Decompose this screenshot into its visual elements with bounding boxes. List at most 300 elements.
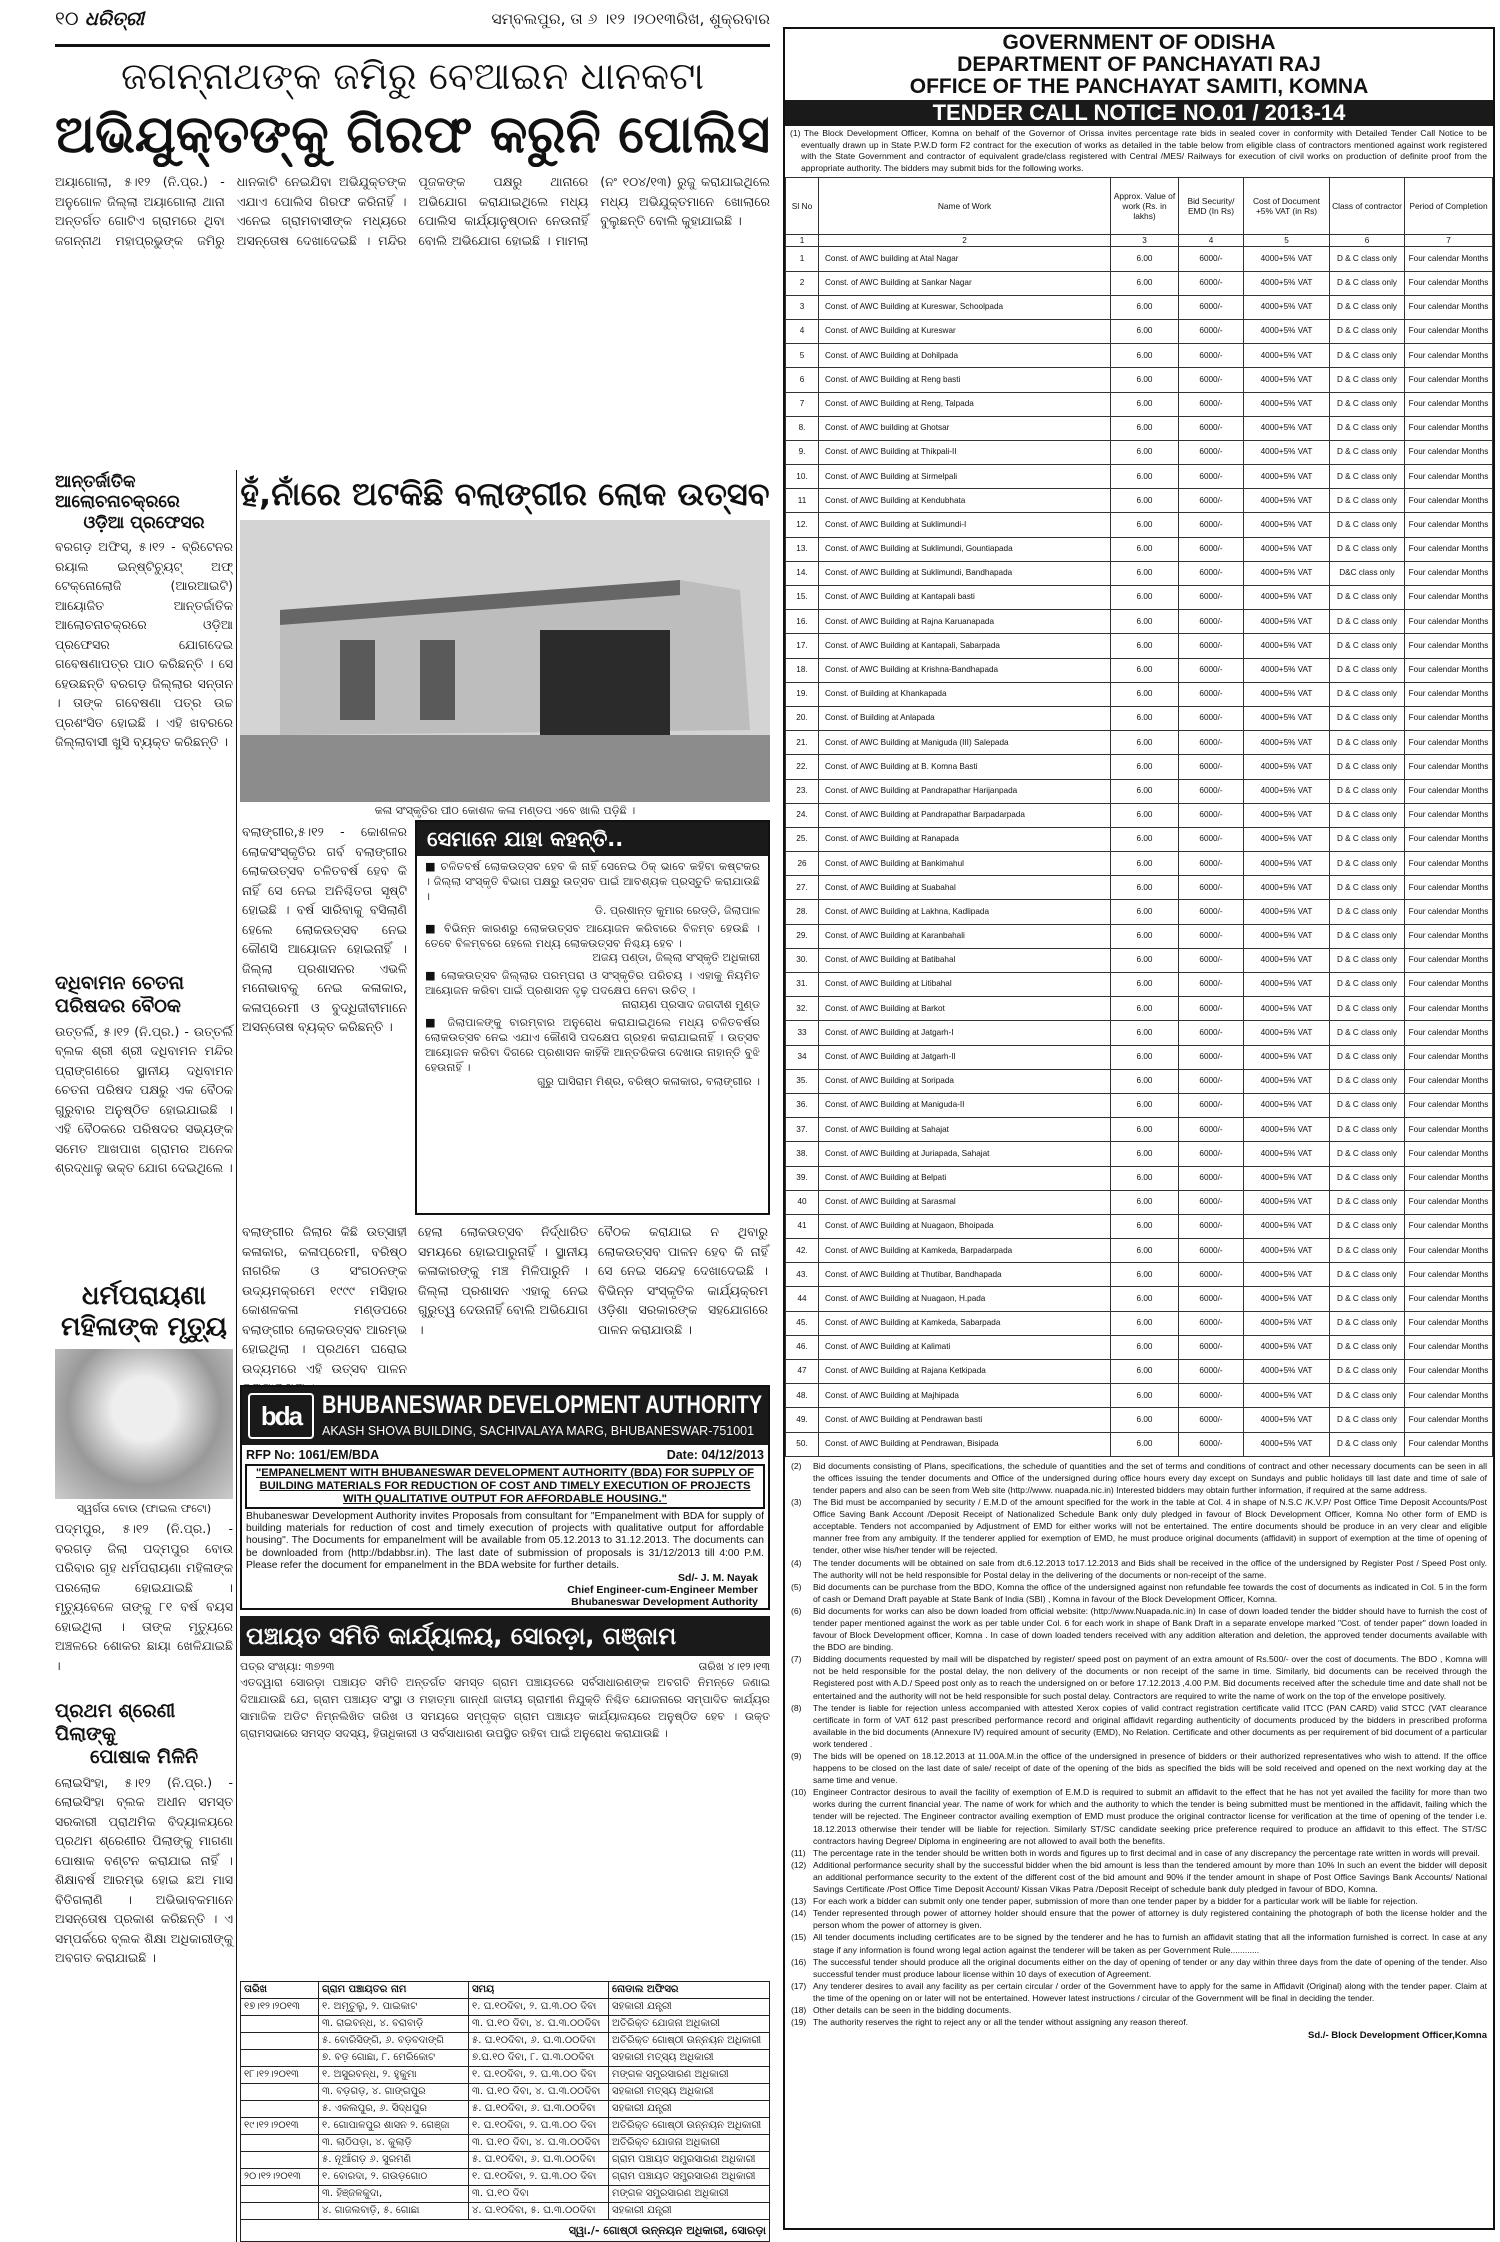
bid-security: 6000/- <box>1179 948 1244 972</box>
condition-number: (6) <box>791 1605 802 1616</box>
approx-value: 6.00 <box>1111 368 1179 392</box>
contractor-class: D & C class only <box>1330 1335 1405 1359</box>
sl-no: 41 <box>786 1214 819 1238</box>
tender-govt: GOVERNMENT OF ODISHA <box>1002 31 1276 54</box>
festival-photo <box>240 520 770 802</box>
condition-number: (5) <box>791 1581 802 1592</box>
bid-security: 6000/- <box>1179 1021 1244 1045</box>
table-header-cell: ସମୟ <box>469 1982 609 1999</box>
approx-value: 6.00 <box>1111 416 1179 440</box>
table-row <box>241 2067 770 2084</box>
quote-text: ■ ଚଳିତବର୍ଷ ଲୋକଉତ୍ସବ ହେବ କି ନାହିଁ ସେନେଇ ଠିକ୍ ଭାବେ କହିବା କଷ୍ଟକର । ଜିଲ୍ଲା ସଂସ୍କୃତି ବିଭାଗ ପକ୍ଷରୁ ଉତ୍ସବ ପାଇଁ ଆବଶ୍ୟକ ପ୍ରସ୍ତୁତି କରାଯାଉଛି । <box>425 860 760 903</box>
cell-officer: ଅତିରିକ୍ତ ଯୋଜନା ଅଧିକାରୀ <box>609 2135 770 2152</box>
cell-time: ୧. ଘ.୧୦ଦିବା, ୨. ଘ.୩.୦୦ ଦିବା <box>469 2118 609 2135</box>
document-cost: 4000+5% VAT <box>1244 1408 1330 1432</box>
signatory-title: Chief Engineer-cum-Engineer Member <box>567 1584 758 1597</box>
document-cost: 4000+5% VAT <box>1244 1093 1330 1117</box>
masthead-rule <box>55 44 770 47</box>
document-cost: 4000+5% VAT <box>1244 1311 1330 1335</box>
bid-security: 6000/- <box>1179 876 1244 900</box>
approx-value: 6.00 <box>1111 247 1179 271</box>
festival-body: ବଲାଙ୍ଗୀର ଜିଲାର କିଛି ଉତ୍ସାହୀ କଳାକାର, କଳାପ୍ରେମୀ, ବରିଷ୍ଠ ନାଗରିକ ଓ ସଂଗଠନଙ୍କ ଉଦ୍ୟମକ୍ରମେ ୧୯୯୯ ମସିହାର କୋଶଳକଳା ମଣ୍ଡପରେ ବଲାଙ୍ଗୀର ଲୋକଉତ୍ସବ ଆରମ୍ଭ ହୋଇଥିଲା । ପ୍ରଥମେ ଘରୋଇ ଉଦ୍ୟମରେ ଏହି ଉତ୍ସବ ପାଳନ <box>242 1224 407 1376</box>
cell-date <box>241 2186 319 2203</box>
approx-value: 6.00 <box>1111 973 1179 997</box>
work-name: Const. of AWC Building at Suabahal <box>819 876 1111 900</box>
left-column <box>55 472 233 2242</box>
condition-number: (17) <box>791 1980 807 1991</box>
condition-text: Other details can be seen in the bidding documents. <box>813 2004 1012 2015</box>
sl-no: 27. <box>786 876 819 900</box>
sl-no: 15. <box>786 586 819 610</box>
cell-gp: ୧. ଗୋପାଳପୁର ଶାସନ ୨. ଗେଞ୍ଜା <box>319 2118 469 2135</box>
bid-security: 6000/- <box>1179 1384 1244 1408</box>
approx-value: 6.00 <box>1111 1335 1179 1359</box>
document-cost: 4000+5% VAT <box>1244 537 1330 561</box>
cell-officer: ସହକାରୀ ମତ୍ସ୍ୟ ଅଧିକାରୀ <box>609 2050 770 2067</box>
cell-date <box>241 2203 319 2220</box>
contractor-class: D & C class only <box>1330 997 1405 1021</box>
table-row <box>241 2203 770 2220</box>
cell-date: ୧୮।୧୨।୨୦୧୩ <box>241 2067 319 2084</box>
rfp-title: "EMPANELMENT WITH BHUBANESWAR DEVELOPMENT AUTHORITY (BDA) FOR SUPPLY OF BUILDING MATERIALS FOR REDUCTION OF COST AND TIMELY EXECUTION OF PROJECTS WITH QUALITATIVE OUTPUT FOR AFFORDABLE HOUSING." <box>245 1464 765 1509</box>
table-row <box>786 416 1493 440</box>
bid-security: 6000/- <box>1179 755 1244 779</box>
work-name: Const. of AWC Building at Maniguda (III) Salepada <box>819 731 1111 755</box>
document-cost: 4000+5% VAT <box>1244 731 1330 755</box>
article-heading: ଆନ୍ତର୍ଜାତିକ ଆଲୋଚନାଚକ୍ରରେ <box>55 472 180 513</box>
sl-no: 1 <box>786 247 819 271</box>
document-cost: 4000+5% VAT <box>1244 997 1330 1021</box>
document-cost: 4000+5% VAT <box>1244 1432 1330 1456</box>
column-number: 2 <box>819 235 1111 247</box>
bid-security: 6000/- <box>1179 973 1244 997</box>
condition-item <box>791 1895 1487 1907</box>
dateline: ସମ୍ବଲପୁର, ତା ୬ ।୧୨ ।୨୦୧୩ରିଖ, ଶୁକ୍ରବାର <box>491 10 770 28</box>
contractor-class: D & C class only <box>1330 779 1405 803</box>
condition-number: (3) <box>791 1497 802 1508</box>
article-heading: ଦଧିବାମନ ଚେତନା ପରିଷଦର ବୈଠକ <box>55 972 184 1017</box>
completion-period: Four calendar Months <box>1405 900 1493 924</box>
bda-name: BHUBANESWAR DEVELOPMENT AUTHORITY <box>322 1391 763 1419</box>
newspaper-name: ଧରିତ୍ରୀ <box>84 8 145 30</box>
column-header: Cost of Document +5% VAT (in Rs) <box>1244 178 1330 235</box>
table-row <box>786 973 1493 997</box>
document-cost: 4000+5% VAT <box>1244 368 1330 392</box>
approx-value: 6.00 <box>1111 634 1179 658</box>
bid-security: 6000/- <box>1179 610 1244 634</box>
cell-officer: ସହକାରୀ ମତ୍ସ୍ୟ ଅଧିକାରୀ <box>609 2084 770 2101</box>
contractor-class: D & C class only <box>1330 1360 1405 1384</box>
work-name: Const. of AWC Building at Kalimati <box>819 1335 1111 1359</box>
approx-value: 6.00 <box>1111 489 1179 513</box>
article-body: ପଦ୍ମପୁର, ୫।୧୨ (ନି.ପ୍ର.) - ବରଗଡ଼ ଜିଲା ପଦ୍ମପୁର ବୋଉ ପରିବାର ଗୃହ ଧର୍ମପରାୟଣା ମହିଳାଙ୍କ ପରଲୋକ ହୋଇଯାଇଛି । ମୃତ୍ୟୁବେଳେ ତାଙ୍କୁ ୮୧ ବର୍ଷ ବୟସ ହୋଇଥିଲା । ତାଙ୍କ ମୃତ୍ୟୁରେ ଅଞ୍ଚଳରେ ଶୋକର ଛାୟା ଖେଳିଯାଇଛି । <box>55 1521 233 1673</box>
cell-officer: ଗ୍ରାମ ପଞ୍ଚାୟତ ସମ୍ପ୍ରସାରଣ ଅଧିକାରୀ <box>609 2169 770 2186</box>
condition-item <box>791 1557 1487 1581</box>
document-cost: 4000+5% VAT <box>1244 755 1330 779</box>
festival-body: ବୈଠକ କରାଯାଇ ନ ଥିବାରୁ ଲୋକଉତ୍ସବ ପାଳନ ହେବ କି ନାହିଁ ସେ ନେଇ ସନ୍ଦେହ ଦେଖାଦେଇଛି । ବିଭିନ୍ନ ସଂସ୍କୃତିକ କାର୍ଯ୍ୟକ୍ରମ ଓଡ଼ିଶା ସରକାରଙ୍କ ସହଯୋଗରେ ପାଳନ କରାଯାଉଛି । <box>598 1224 768 1337</box>
completion-period: Four calendar Months <box>1405 1021 1493 1045</box>
completion-period: Four calendar Months <box>1405 682 1493 706</box>
work-name: Const. of AWC Building at Kamkeda, Barpadarpada <box>819 1239 1111 1263</box>
approx-value: 6.00 <box>1111 1190 1179 1214</box>
work-name: Const. of AWC Building at Lakhna, Kadlipada <box>819 900 1111 924</box>
table-row <box>786 440 1493 464</box>
approx-value: 6.00 <box>1111 1214 1179 1238</box>
work-name: Const. of AWC Building at Dohilpada <box>819 344 1111 368</box>
cell-gp: ୧. ବୋରଦା, ୨. ଗଉଡ଼ଗୋଠ <box>319 2169 469 2186</box>
approx-value: 6.00 <box>1111 537 1179 561</box>
completion-period: Four calendar Months <box>1405 1408 1493 1432</box>
document-cost: 4000+5% VAT <box>1244 852 1330 876</box>
contractor-class: D & C class only <box>1330 344 1405 368</box>
table-row <box>241 2050 770 2067</box>
document-cost: 4000+5% VAT <box>1244 948 1330 972</box>
contractor-class: D & C class only <box>1330 876 1405 900</box>
festival-body: ବଲାଙ୍ଗୀର,୫।୧୨ - କୋଶଳର ଲୋକସଂସ୍କୃତିର ଗର୍ବ ବଲାଙ୍ଗୀର ଲୋକଉତ୍ସବ ଚଳିତବର୍ଷ ହେବ କି ନାହିଁ ସେ ନେଇ ଅନିଶ୍ଚିତତା ସୃଷ୍ଟି ହୋଇଛି । ବର୍ଷ ସାରିବାକୁ ବସିଲାଣି ହେଲେ ଲୋକଉତ୍ସବ ନେଇ କୌଣସି ଆୟୋଜନ ହୋଇନାହିଁ । ଜିଲ୍ଲା ପ୍ରଶାସନର ଏଭଳି ମନୋଭାବକୁ ନେଇ କଳାକାର, କଳାପ୍ରେମୀ ଓ ବୁଦ୍ଧିଜୀବୀମାନେ ଅସନ୍ତୋଷ ବ୍ୟକ୍ତ କରିଛନ୍ତି । <box>242 824 407 1034</box>
table-row <box>241 2101 770 2118</box>
work-name: Const. of AWC Building at Reng basti <box>819 368 1111 392</box>
contractor-class: D & C class only <box>1330 1190 1405 1214</box>
sl-no: 37. <box>786 1118 819 1142</box>
cell-gp: ୭. ବଡ଼ ଗୋଛା, ୮. ମେରିକୋଟ <box>319 2050 469 2067</box>
bid-security: 6000/- <box>1179 271 1244 295</box>
completion-period: Four calendar Months <box>1405 586 1493 610</box>
approx-value: 6.00 <box>1111 1093 1179 1117</box>
condition-number: (2) <box>791 1460 802 1471</box>
document-cost: 4000+5% VAT <box>1244 319 1330 343</box>
approx-value: 6.00 <box>1111 682 1179 706</box>
panchayat-notice <box>240 1616 770 2242</box>
condition-item <box>791 1653 1487 1701</box>
photo-caption: ସ୍ୱର୍ଗତା ବୋଉ (ଫାଇଲ ଫଟୋ) <box>76 1502 212 1516</box>
document-cost: 4000+5% VAT <box>1244 1384 1330 1408</box>
sl-no: 40 <box>786 1190 819 1214</box>
work-name: Const. of AWC Building at Kureswar, Schoolpada <box>819 295 1111 319</box>
sl-no: 29. <box>786 924 819 948</box>
approx-value: 6.00 <box>1111 1239 1179 1263</box>
completion-period: Four calendar Months <box>1405 1142 1493 1166</box>
bid-security: 6000/- <box>1179 1263 1244 1287</box>
approx-value: 6.00 <box>1111 561 1179 585</box>
work-name: Const. of AWC Building at Bankimahul <box>819 852 1111 876</box>
cell-officer: ଅତିରିକ୍ତ ଗୋଷ୍ଠୀ ଉନ୍ନୟନ ଅଧିକାରୀ <box>609 2033 770 2050</box>
work-name: Const. of AWC Building at Rajna Karuanapada <box>819 610 1111 634</box>
condition-item <box>791 1907 1487 1931</box>
sl-no: 8. <box>786 416 819 440</box>
contractor-class: D & C class only <box>1330 1287 1405 1311</box>
sl-no: 12. <box>786 513 819 537</box>
table-row <box>786 1287 1493 1311</box>
approx-value: 6.00 <box>1111 997 1179 1021</box>
bid-security: 6000/- <box>1179 319 1244 343</box>
completion-period: Four calendar Months <box>1405 1287 1493 1311</box>
table-row <box>241 1999 770 2016</box>
document-cost: 4000+5% VAT <box>1244 1287 1330 1311</box>
approx-value: 6.00 <box>1111 706 1179 730</box>
column-number: 7 <box>1405 235 1493 247</box>
condition-item <box>791 1702 1487 1750</box>
condition-text: Engineer Contractor desirous to avail the facility of exemption of E.M.D is required to submit an affidavit to the effect that he has not yet availed the facility for more than two works during the current financial year. The name of work for which and the authority to which the tender is being submitted must be mentioned in the affidavit, failing which the tender will be rejected. The Engineer contractor availing exemption of EMD must produce the original contractor license for verification at the time of opening of the tender i.e. 18.12.2013 otherwise their tender will be liable for rejection. Similarly ST/SC candidate seeking price preference required to produce an affidavit to this effect. The ST/SC contractors having Degree/ Diploma in engineering are not allowed to avail both the benefits. <box>813 1787 1487 1846</box>
document-cost: 4000+5% VAT <box>1244 1021 1330 1045</box>
table-row <box>786 513 1493 537</box>
completion-period: Four calendar Months <box>1405 1190 1493 1214</box>
table-row <box>786 1166 1493 1190</box>
work-name: Const. of AWC Building at Suklimundi-I <box>819 513 1111 537</box>
bid-security: 6000/- <box>1179 900 1244 924</box>
work-name: Const. of AWC Building at Majhipada <box>819 1384 1111 1408</box>
rfp-date: Date: 04/12/2013 <box>666 1448 764 1462</box>
document-cost: 4000+5% VAT <box>1244 876 1330 900</box>
work-name: Const. of AWC Building at Reng, Talpada <box>819 392 1111 416</box>
contractor-class: D & C class only <box>1330 973 1405 997</box>
cell-time: ୧. ଘ.୧୦ଦିବା, ୨. ଘ.୩.୦୦ ଦିବା <box>469 2067 609 2084</box>
sl-no: 35. <box>786 1069 819 1093</box>
bid-security: 6000/- <box>1179 586 1244 610</box>
condition-item <box>791 1956 1487 1980</box>
table-row <box>786 1069 1493 1093</box>
bda-advertisement <box>240 1385 770 1610</box>
completion-period: Four calendar Months <box>1405 247 1493 271</box>
completion-period: Four calendar Months <box>1405 416 1493 440</box>
column-header: Bid Security/ EMD (In Rs) <box>1179 178 1244 235</box>
completion-period: Four calendar Months <box>1405 1166 1493 1190</box>
cell-time: ୩. ଘ.୧୦ ଦିବା <box>469 2186 609 2203</box>
document-cost: 4000+5% VAT <box>1244 1069 1330 1093</box>
document-cost: 4000+5% VAT <box>1244 779 1330 803</box>
completion-period: Four calendar Months <box>1405 852 1493 876</box>
work-name: Const. of AWC Building at Sirmelpali <box>819 465 1111 489</box>
condition-text: Bid documents for works can also be down loaded from official website: (http://www.Nuapada.nic.in) In case of down loaded tender the bidder should have to furnish the cost of tender paper mentioned against the work as per table under Col. 6 for each work in shape of Bank Draft in a separate envelope marked "Cost. of tender paper" down loaded in favour of Block Development officer, Komna . In case of down loaded tenders received with any addition alteration and deletion, the approved tender documents available with the BDO are binding. <box>813 1605 1487 1653</box>
work-name: Const. of AWC Building at Thutibar, Bandhapada <box>819 1263 1111 1287</box>
table-row <box>786 1311 1493 1335</box>
bid-security: 6000/- <box>1179 852 1244 876</box>
column-divider <box>236 470 237 2242</box>
table-row <box>786 489 1493 513</box>
condition-item <box>791 1859 1487 1895</box>
condition-text: Bidding documents requested by mail will be dispatched by register/ speed post on payment of an extra amount of Rs.500/- over the cost of documents. The BDO , Komna will not be held responsible for the postal delay, the non delivery of the documents or non receipt of the same in time. Similarly, bid documents can be received through the Registered post with A.D./ Speed post only as to reach the undersigned on or before 17.12.2013 ,4.00 P.M. Bid documents received after the schedule time and date shall not be entertained and the authority will not be held responsible for such postal delay. Contractors are required to write the name of work on the top of the envelope positively. <box>813 1654 1487 1701</box>
condition-text: Bid documents can be purchase from the BDO, Komna the office of the undersigned against non refundable fee towards the cost of documents as indicated in Col. 5 in the form of cash or Demand Draft payable at State Bank of India (SBI) , Komna in favour of the Block Development Officer, Komna. <box>813 1581 1487 1604</box>
condition-number: (18) <box>791 2004 807 2015</box>
work-name: Const. of AWC Building at Ranapada <box>819 827 1111 851</box>
completion-period: Four calendar Months <box>1405 368 1493 392</box>
approx-value: 6.00 <box>1111 876 1179 900</box>
condition-number: (9) <box>791 1751 802 1761</box>
column-number: 3 <box>1111 235 1179 247</box>
rfp-number: RFP No: 1061/EM/BDA <box>246 1448 380 1462</box>
contractor-class: D & C class only <box>1330 295 1405 319</box>
sl-no: 43. <box>786 1263 819 1287</box>
document-cost: 4000+5% VAT <box>1244 658 1330 682</box>
cell-gp: ୧. ଅସୁରବନ୍ଧ, ୨. ହୁକୁମା <box>319 2067 469 2084</box>
work-name: Const. of AWC Building at Pendrawan basti <box>819 1408 1111 1432</box>
bid-security: 6000/- <box>1179 416 1244 440</box>
document-cost: 4000+5% VAT <box>1244 1045 1330 1069</box>
contractor-class: D & C class only <box>1330 247 1405 271</box>
table-row <box>786 319 1493 343</box>
approx-value: 6.00 <box>1111 948 1179 972</box>
contractor-class: D & C class only <box>1330 610 1405 634</box>
document-cost: 4000+5% VAT <box>1244 682 1330 706</box>
contractor-class: D & C class only <box>1330 948 1405 972</box>
bid-security: 6000/- <box>1179 295 1244 319</box>
table-row <box>241 2186 770 2203</box>
table-row <box>786 634 1493 658</box>
document-cost: 4000+5% VAT <box>1244 344 1330 368</box>
sl-no: 28. <box>786 900 819 924</box>
completion-period: Four calendar Months <box>1405 876 1493 900</box>
completion-period: Four calendar Months <box>1405 997 1493 1021</box>
contractor-class: D & C class only <box>1330 827 1405 851</box>
bda-address: AKASH SHOVA BUILDING, SACHIVALAYA MARG, BHUBANESWAR-751001 <box>322 1424 755 1438</box>
approx-value: 6.00 <box>1111 295 1179 319</box>
bid-security: 6000/- <box>1179 1069 1244 1093</box>
condition-number: (7) <box>791 1654 802 1665</box>
contractor-class: D & C class only <box>1330 392 1405 416</box>
sl-no: 48. <box>786 1384 819 1408</box>
cell-gp: ୫. ନୂଆଁଗଡ଼ ୬. ସୁରମଣି <box>319 2152 469 2169</box>
work-name: Const. of AWC Building at Pendrawan, Bisipada <box>819 1432 1111 1456</box>
sl-no: 36. <box>786 1093 819 1117</box>
cell-time: ୩. ଘ.୧୦ ଦିବା, ୪. ଘ.୩.୦୦ଦିବା <box>469 2135 609 2152</box>
sl-no: 21. <box>786 731 819 755</box>
table-row <box>786 1384 1493 1408</box>
document-cost: 4000+5% VAT <box>1244 1214 1330 1238</box>
work-name: Const. of AWC Building at Nuagaon, H.pada <box>819 1287 1111 1311</box>
lead-kicker: ଜଗନ୍ନାଥଙ୍କ ଜମିରୁ ବେଆଇନ ଧାନକଟା <box>120 54 705 98</box>
work-name: Const. of AWC Building at Batibahal <box>819 948 1111 972</box>
table-row <box>786 586 1493 610</box>
contractor-class: D & C class only <box>1330 1021 1405 1045</box>
column-header: Approx. Value of work (Rs. in lakhs) <box>1111 178 1179 235</box>
contractor-class: D & C class only <box>1330 706 1405 730</box>
document-cost: 4000+5% VAT <box>1244 513 1330 537</box>
contractor-class: D & C class only <box>1330 924 1405 948</box>
document-cost: 4000+5% VAT <box>1244 586 1330 610</box>
table-row <box>786 755 1493 779</box>
bid-security: 6000/- <box>1179 489 1244 513</box>
cell-time: ୧. ଘ.୧୦ଦିବା, ୨. ଘ.୩.୦୦ ଦିବା <box>469 1999 609 2016</box>
cell-officer: ମଙ୍ଗଳ ସମ୍ପ୍ରସାରଣ ଅଧିକାରୀ <box>609 2186 770 2203</box>
table-row <box>241 2169 770 2186</box>
bid-security: 6000/- <box>1179 1045 1244 1069</box>
work-name: Const. of AWC Building at Jatgarh-II <box>819 1045 1111 1069</box>
column-header: Sl No <box>786 178 819 235</box>
work-name: Const. of AWC Building at Sarasmal <box>819 1190 1111 1214</box>
completion-period: Four calendar Months <box>1405 1311 1493 1335</box>
contractor-class: D & C class only <box>1330 1432 1405 1456</box>
contractor-class: D & C class only <box>1330 416 1405 440</box>
approx-value: 6.00 <box>1111 755 1179 779</box>
work-name: Const. of AWC Building at Rajana Ketkipada <box>819 1360 1111 1384</box>
cell-gp: ୫. ବୋରିସିଙ୍ଗି, ୬. ବଡ଼ବଦାଙ୍ଗି <box>319 2033 469 2050</box>
condition-item <box>791 1980 1487 2004</box>
work-name: Const. of AWC Building at Karanbahali <box>819 924 1111 948</box>
completion-period: Four calendar Months <box>1405 634 1493 658</box>
cell-time: ୪. ଘ.୧୦ଦିବା, ୫. ଘ.୩.୦୦ଦିବା <box>469 2203 609 2220</box>
quote-text: ■ ବିଭିନ୍ନ କାରଣରୁ ଲୋକଉତ୍ସବ ଆୟୋଜନ କରିବାରେ ବିଳମ୍ବ ହେଉଛି । ତେବେ ବିଳମ୍ବରେ ହେଲେ ମଧ୍ୟ ଲୋକଉତ୍ସବ ନିଶ୍ଚୟ ହେବ । <box>425 922 760 950</box>
table-header-cell: ତାରିଖ <box>241 1982 319 1999</box>
table-row <box>786 1045 1493 1069</box>
approx-value: 6.00 <box>1111 319 1179 343</box>
tender-intro: (1) The Block Development Officer, Komna on behalf of the Governor of Orissa invites percentage rate bids in sealed cover in conformity with Detailed Tender Call Notice to be eventually drawn up in State P.W.D form F2 contract for the execution of works as detailed in the table below from eligible class of contractors mentioned against work registered with the State Government and contractor of equivalent grade/class registered with Central /MES/ Railways for execution of civil works on production of definite proof from the appropriate authority. The bidders may submit bids for the following works. <box>790 128 1487 173</box>
table-row <box>786 1432 1493 1456</box>
table-row <box>786 368 1493 392</box>
panchayat-body: ଏତଦ୍ୱାରା ସୋରଡ଼ା ପଞ୍ଚାୟତ ସମିତି ଅନ୍ତର୍ଗତ ସମସ୍ତ ଗ୍ରାମ ପଞ୍ଚାୟତରେ ସର୍ବସାଧାରଣଙ୍କ ଅବଗତି ନିମନ୍ତେ ଜଣାଇ ଦିଆଯାଉଛି ଯେ, ଗ୍ରାମ ପଞ୍ଚାୟତ ସଂସ୍ଥା ଓ ମହାତ୍ମା ଗାନ୍ଧୀ ଜାତୀୟ ଗ୍ରାମୀଣ ନିଯୁକ୍ତି ନିଶ୍ଚିତ ଯୋଜନାରେ ସମ୍ପାଦିତ କାର୍ଯ୍ୟର ସାମାଜିକ ଅଡିଟ ନିମ୍ନଲିଖିତ ତାରିଖ ଓ ସମୟରେ ସମ୍ପୃକ୍ତ ଗ୍ରାମ ପଞ୍ଚାୟତ କାର୍ଯ୍ୟାଳୟରେ ଅନୁଷ୍ଠିତ ହେବ । ଉକ୍ତ ଗ୍ରାମସଭାରେ ସମସ୍ତ ସଦସ୍ୟ, ହିତାଧିକାରୀ ଓ ସର୍ବସାଧାରଣ ଉପସ୍ଥିତ ରହିବା ପାଇଁ ଅନୁରୋଧ କରାଯାଉଛି । <box>240 1676 770 1741</box>
quote-attribution: ଅଜୟ ପଣ୍ଡା, ଜିଲ୍ଲା ସଂସ୍କୃତି ଅଧିକାରୀ <box>592 951 760 964</box>
document-cost: 4000+5% VAT <box>1244 803 1330 827</box>
work-name: Const. of AWC Building at Pandrapathar Harijanpada <box>819 779 1111 803</box>
approx-value: 6.00 <box>1111 852 1179 876</box>
bid-security: 6000/- <box>1179 440 1244 464</box>
bid-security: 6000/- <box>1179 827 1244 851</box>
contractor-class: D & C class only <box>1330 900 1405 924</box>
festival-body: ହେଲା ଲୋକଉତ୍ସବ ନିର୍ଦ୍ଧାରିତ ସମୟରେ ହୋଇପାରୁନାହିଁ । ସ୍ଥାନୀୟ କଳାକାରଙ୍କୁ ମଞ୍ଚ ମିଳିପାରୁନି । ଜିଲ୍ଲା ପ୍ରଶାସନ ଏହାକୁ ନେଇ ଗୁରୁତ୍ୱ ଦେଉନାହିଁ ବୋଲି ଅଭିଯୋଗ । <box>418 1224 588 1337</box>
completion-period: Four calendar Months <box>1405 803 1493 827</box>
completion-period: Four calendar Months <box>1405 1093 1493 1117</box>
condition-text: Additional performance security shall by the successful bidder when the bid amount is less than the tendered amount by more than 10% In such an event the bidder will deposit an additional performance security to the extent of the different cost of the bid amount and 90% if the tender amount in shape of Post Office Savings Bank Accounts/ National Savings Certificate /Post Office Time Deposit Account/ Kissan Vikas Patra /Deposit Receipt of schedule bank duly pledged in favour of BDO, Komna. <box>813 1859 1487 1895</box>
completion-period: Four calendar Months <box>1405 440 1493 464</box>
work-name: Const. of AWC Building at Maniguda-II <box>819 1093 1111 1117</box>
condition-text: The authority reserves the right to reject any or all the tender without assigning any reason thereof. <box>813 2017 1188 2028</box>
cell-officer: ଅତିରିକ୍ତ ଗୋଷ୍ଠୀ ଉନ୍ନୟନ ଅଧିକାରୀ <box>609 2118 770 2135</box>
table-row <box>786 295 1493 319</box>
table-header-cell: ଗ୍ରାମ ପଞ୍ଚାୟତର ନାମ <box>319 1982 469 1999</box>
condition-text: Bid documents consisting of Plans, specifications, the schedule of quantities and the set of terms and conditions of contract and other necessary documents can be seen in all the offices issuing the tender documents and Office of the undersigned during office hours every day except on Sundays and public holidays till last date and time of sale of tender papers and also can be seen from Web site (http://www. nuapada.nic.in) Interested bidders may obtain further information, if required at the same address. <box>813 1460 1487 1495</box>
condition-number: (16) <box>791 1956 807 1967</box>
document-cost: 4000+5% VAT <box>1244 1263 1330 1287</box>
condition-number: (4) <box>791 1557 802 1568</box>
work-name: Const. of AWC Building at Kendubhata <box>819 489 1111 513</box>
table-row <box>786 561 1493 585</box>
table-row <box>786 1408 1493 1432</box>
cell-gp: ୩. ରାଇବନ୍ଧ, ୪. ବରାବାଡ଼ି <box>319 2016 469 2033</box>
article-heading: ଧର୍ମପରାୟଣା ମହିଳାଙ୍କ ମୃତ୍ୟୁ <box>61 1280 227 1342</box>
panchayat-title: ପଞ୍ଚାୟତ ସମିତି କାର୍ଯ୍ୟାଳୟ, ସୋରଡ଼ା, ଗଞ୍ଜାମ <box>240 1616 770 1656</box>
document-cost: 4000+5% VAT <box>1244 271 1330 295</box>
document-cost: 4000+5% VAT <box>1244 1142 1330 1166</box>
cell-officer: ଗ୍ରାମ ପଞ୍ଚାୟତ ସମ୍ପ୍ରସାରଣ ଅଧିକାରୀ <box>609 2152 770 2169</box>
sl-no: 45. <box>786 1311 819 1335</box>
table-row <box>786 803 1493 827</box>
quote-attribution: ନାରାୟଣ ପ୍ରସାଦ ଜଗଦୀଶ ମୁଣ୍ଡ <box>621 998 760 1011</box>
condition-text: Any tenderer desires to avail any facility as per certain circular / order of the Government have to apply for the same in Affidavit (Original) along with the tender paper. Claim at the time of the opening on or later will not be entertained. However latest instructions / circular of the Government will be final in deciding the tender. <box>813 1980 1487 2003</box>
sl-no: 23. <box>786 779 819 803</box>
cell-date <box>241 2016 319 2033</box>
condition-item <box>791 2016 1487 2028</box>
column-number: 4 <box>1179 235 1244 247</box>
condition-item <box>791 1931 1487 1955</box>
approx-value: 6.00 <box>1111 271 1179 295</box>
bid-security: 6000/- <box>1179 731 1244 755</box>
completion-period: Four calendar Months <box>1405 827 1493 851</box>
completion-period: Four calendar Months <box>1405 489 1493 513</box>
condition-item <box>791 1847 1487 1859</box>
sl-no: 2 <box>786 271 819 295</box>
table-row <box>786 948 1493 972</box>
rfp-description: Bhubaneswar Development Authority invites Proposals from consultant for "Empanelment with BDA for supply of building materials for reduction of cost and timely execution of projects with qualitative output for affordable housing". The Documents for empanelment will be available from 05.12.2013 to 31.12.2013. The documents can be downloaded from (http://bdabbsr.in). The last date of submission of proposals is 31/12/2013 till 4:00 P.M. Please refer the document for empanelment in the BDA website for further details. <box>246 1511 764 1571</box>
condition-text: The tender documents will be obtained on sale from dt.6.12.2013 to17.12.2013 and Bids shall be received in the office of the undersigned by Register Post / Speed Post only. The authority will not be held responsible for Postal delay in the delivering of the documents or non-receipt of the same. <box>813 1557 1487 1580</box>
approx-value: 6.00 <box>1111 827 1179 851</box>
condition-item <box>791 1460 1487 1496</box>
table-row <box>786 247 1493 271</box>
table-row <box>786 1190 1493 1214</box>
work-name: Const. of AWC Building at Litibahal <box>819 973 1111 997</box>
approx-value: 6.00 <box>1111 1166 1179 1190</box>
document-cost: 4000+5% VAT <box>1244 561 1330 585</box>
approx-value: 6.00 <box>1111 586 1179 610</box>
document-cost: 4000+5% VAT <box>1244 827 1330 851</box>
bid-security: 6000/- <box>1179 1311 1244 1335</box>
